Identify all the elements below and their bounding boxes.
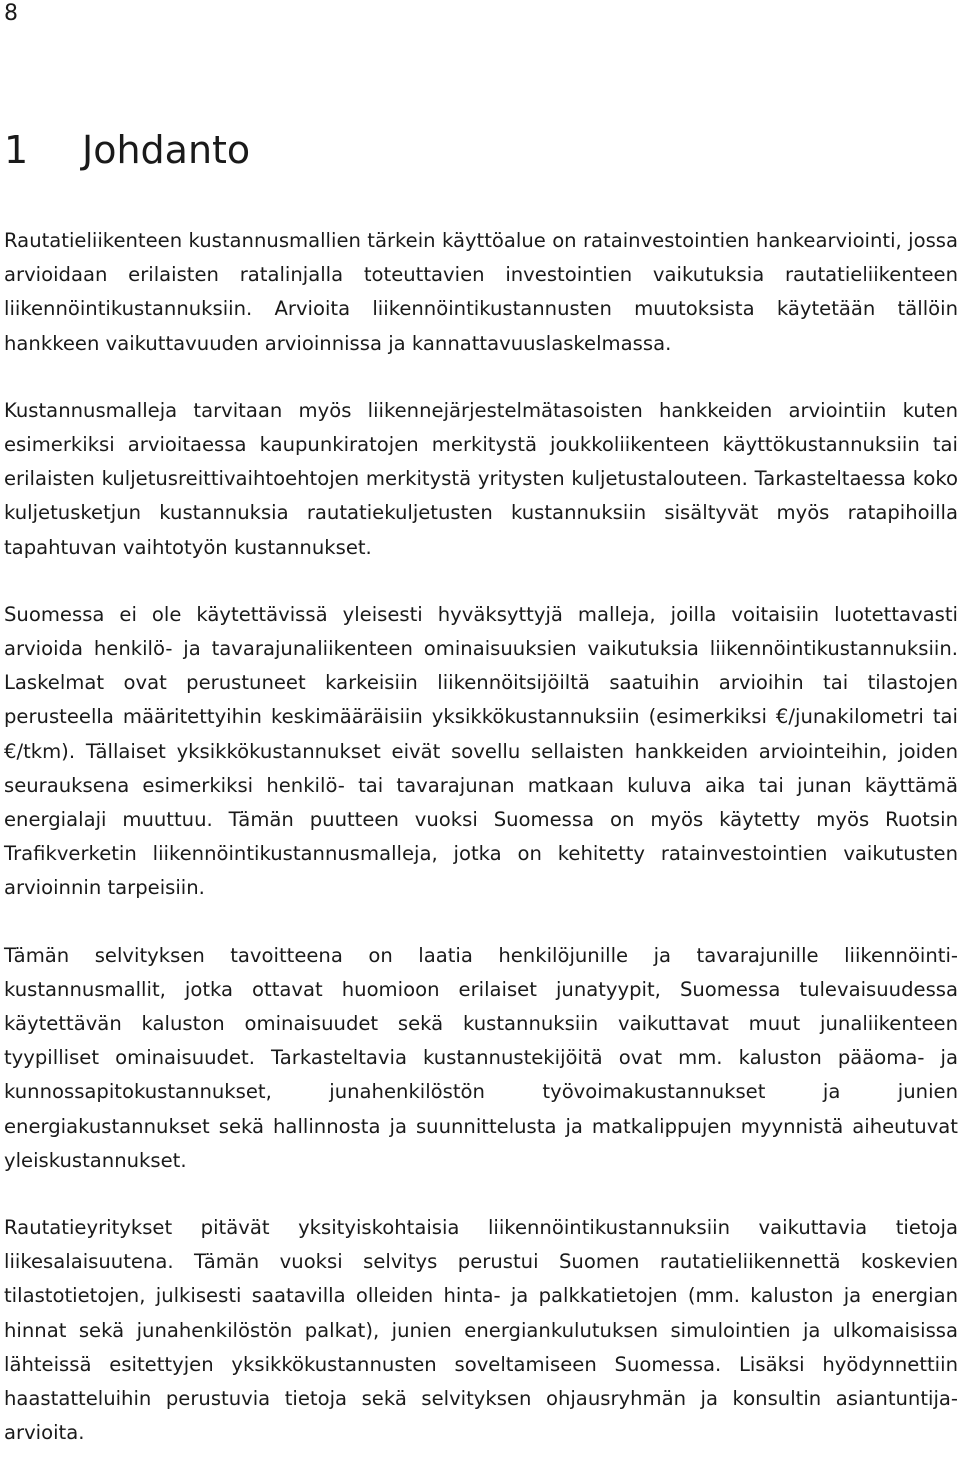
chapter-number: 1 [4,128,29,172]
paragraph-5: Rautatieyritykset pitävät yksityiskohtaisia liikennöintikustannuksiin vaikuttavia tietoja liikesalaisuutena. Tämän vuoksi selvitys perustui Suomen rautatieliikennettä koskevien tilastotietojen, julkisesti saatavilla olleiden hinta- ja palkkatietojen (mm. kaluston ja energian hinnat sekä junahenkilöstön palkat), junien energiankulutuksen simulointien ja ulkomaisissa lähteissä esitettyjen yksikkökustannusten soveltamiseen Suomessa. Lisäksi hyödynnettiin haastatteluihin perustuvia tietoja sekä selvityksen ohjausryhmän ja konsultin asiantuntija-arvioita. [4,1216,958,1445]
body-text [4,224,958,1484]
paragraph-4: Tämän selvityksen tavoitteena on laatia henkilöjunille ja tavarajunille liikennöintikustannusmallit, jotka ottavat huomioon erilaiset junatyypit, Suomessa tulevaisuudessa käytettävän kaluston ominaisuudet sekä kustannuksiin vaikuttavat muut junaliikenteen tyypilliset ominaisuudet. Tarkasteltavia kustannustekijöitä ovat mm. kaluston pääoma- ja kunnossapitokustannukset, junahenkilöstön työvoimakustannukset ja junien energiakustannukset sekä hallinnosta ja suunnittelusta ja matkalippujen myynnistä aiheutuvat yleiskustannukset. [4,943,958,1172]
chapter-title: Johdanto [82,128,251,172]
paragraph-1: Rautatieliikenteen kustannusmallien tärkein käyttöalue on ratainvestointien hankearviointi, jossa arvioidaan erilaisten ratalinjalla toteuttavien investointien vaikutuksia rautatieliikenteen liikennöintikustannuksiin. Arvioita liikennöintikustannusten muutoksista käytetään tällöin hankkeen vaikuttavuuden arvioinnissa ja kannattavuuslaskelmassa. [4,229,958,355]
paragraph-2: Kustannusmalleja tarvitaan myös liikennejärjestelmätasoisten hankkeiden arviointiin kuten esimerkiksi arvioitaessa kaupunkiratojen merkitystä joukkoliikenteen käyttökustannuksiin tai erilaisten kuljetusreittivaihtoehtojen merkitystä yritysten kuljetustalouteen. Tarkasteltaessa koko kuljetusketjun kustannuksia rautatiekuljetusten kustannuksiin sisältyvät myös ratapihoilla tapahtuvan vaihtotyön kustannukset. [4,398,958,559]
chapter-heading [4,124,250,176]
paragraph-3: Suomessa ei ole käytettävissä yleisesti hyväksyttyjä malleja, joilla voitaisiin luotettavasti arvioida henkilö- ja tavarajunaliikenteen ominaisuuksien vaikutuksia liikennöintikustannuksiin. Laskelmat ovat perustuneet karkeisiin liikennöitsijöiltä saatuihin arvioihin tai tilastojen perusteella määritettyihin keskimääräisiin yksikkökustannuksiin (esimerkiksi €/junakilometri tai €/tkm). Tällaiset yksikkökustannukset eivät sovellu sellaisten hankkeiden arviointeihin, joiden seurauksena esimerkiksi henkilö- tai tavarajunan matkaan kuluva aika tai junan käyttämä energialaji muuttuu. Tämän puutteen vuoksi Suomessa on myös käytetty myös Ruotsin Trafikverketin liikennöintikustannusmalleja, jotka on kehitetty ratainvestointien vaikutusten arvioinnin tarpeisiin. [4,602,958,900]
page-number: 8 [4,1,18,26]
